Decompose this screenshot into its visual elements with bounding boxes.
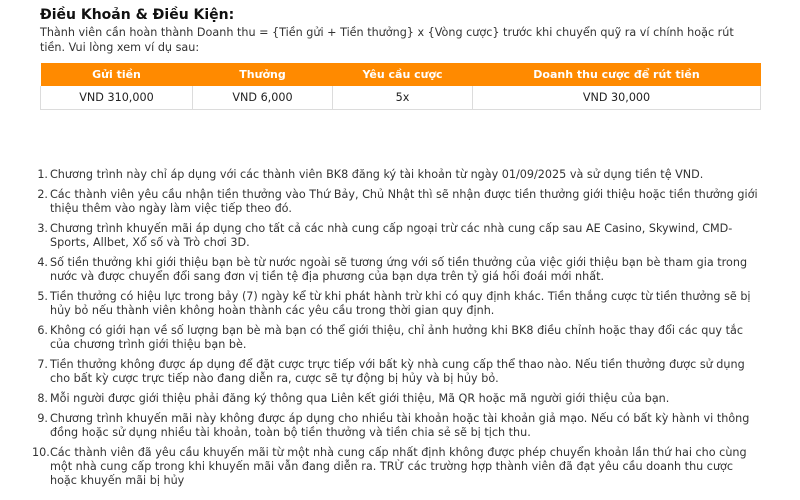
list-item-number: 9. [37, 412, 48, 425]
column-header-turnover-to-withdraw: Doanh thu cược để rút tiền [473, 63, 761, 86]
cell-deposit: VND 310,000 [41, 86, 193, 110]
list-item-text: Chương trình khuyến mãi này không được áp dụng cho nhiều tài khoản hoặc tài khoản giả mạo. Nếu có bất kỳ hành vi thông đồng hoặc sử dụng nhiều tài khoản, toàn bộ tiền thưởng và tiền chia sẻ sẽ bị tịch thu. [50, 412, 750, 439]
list-item [37, 290, 762, 318]
list-item-number: 8. [37, 392, 48, 405]
list-item [37, 324, 762, 352]
terms-title: Điều Khoản & Điều Kiện: [40, 7, 235, 23]
list-item-text: Số tiền thưởng khi giới thiệu bạn bè từ nước ngoài sẽ tương ứng với số tiền thưởng của việc giới thiệu bạn bè tham gia trong nước và được chuyển đổi sang đơn vị tiền tệ địa phương của bạn dựa trên tỷ giá hối đoái mới nhất. [50, 256, 748, 283]
list-item [32, 446, 762, 488]
list-item-number: 7. [37, 358, 48, 371]
list-item-text: Chương trình khuyến mãi áp dụng cho tất cả các nhà cung cấp ngoại trừ các nhà cung cấp sau AE Casino, Skywind, CMD- Sports, Allbet, Xổ số và Trò chơi 3D. [50, 222, 733, 249]
list-item-text: Tiền thưởng không được áp dụng để đặt cược trực tiếp với bất kỳ nhà cung cấp thể thao nào. Nếu tiền thưởng được sử dụng cho bất kỳ cược trực tiếp nào đang diễn ra, cược sẽ tự động bị hủy và bị hủy bỏ. [50, 358, 745, 385]
list-item-text: Tiền thưởng có hiệu lực trong bảy (7) ngày kể từ khi phát hành trừ khi có quy định khác. Tiền thắng cược từ tiền thưởng sẽ bị hủy bỏ nếu thành viên không hoàn thành các yêu cầu trong thời gian quy định. [50, 290, 751, 317]
list-item-number: 10. [32, 446, 50, 459]
list-item [37, 188, 762, 216]
list-item-number: 6. [37, 324, 48, 337]
list-item-text: Không có giới hạn về số lượng bạn bè mà bạn có thể giới thiệu, chỉ ảnh hưởng khi BK8 điều chỉnh hoặc thay đổi các quy tắc của chương trình giới thiệu bạn bè. [50, 324, 743, 351]
list-item-text: Chương trình này chỉ áp dụng với các thành viên BK8 đăng ký tài khoản từ ngày 01/09/2025 và sử dụng tiền tệ VND. [50, 168, 704, 181]
list-item [37, 358, 762, 386]
list-item-text: Các thành viên yêu cầu nhận tiền thưởng vào Thứ Bảy, Chủ Nhật thì sẽ nhận được tiền thưởng giới thiệu hoặc tiền thưởng giới thiệu thêm vào ngày làm việc tiếp theo đó. [50, 188, 758, 215]
list-item-text: Mỗi người được giới thiệu phải đăng ký thông qua Liên kết giới thiệu, Mã QR hoặc mã người giới thiệu của bạn. [50, 392, 670, 405]
cell-bonus: VND 6,000 [193, 86, 333, 110]
column-header-wager-requirement: Yêu cầu cược [333, 63, 473, 86]
list-item-number: 1. [37, 168, 48, 181]
list-item-number: 5. [37, 290, 48, 303]
terms-intro: Thành viên cần hoàn thành Doanh thu = {Tiền gửi + Tiền thưởng} x {Vòng cược} trước khi chuyển quỹ ra ví chính hoặc rút tiền. Vui lòng xem ví dụ sau: [40, 26, 734, 54]
cell-wager-requirement: 5x [333, 86, 473, 110]
list-item [37, 168, 762, 182]
turnover-example-table [40, 63, 761, 110]
list-item-number: 2. [37, 188, 48, 201]
table-header-row [41, 63, 761, 86]
cell-turnover-to-withdraw: VND 30,000 [473, 86, 761, 110]
list-item-number: 3. [37, 222, 48, 235]
column-header-bonus: Thưởng [193, 63, 333, 86]
list-item-text: Các thành viên đã yêu cầu khuyến mãi từ một nhà cung cấp nhất định không được phép chuyển khoản lần thứ hai cho cùng một nhà cung cấp trong khi khuyến mãi vẫn đang diễn ra. TRỪ các trường hợp thành viên đã đạt yêu cầu doanh thu cược hoặc khuyến mãi bị hủy [50, 446, 747, 487]
list-item [37, 392, 762, 406]
list-item [37, 256, 762, 284]
rules-list [32, 168, 762, 494]
table-row [41, 86, 761, 110]
list-item [37, 412, 762, 440]
list-item [37, 222, 762, 250]
list-item-number: 4. [37, 256, 48, 269]
column-header-deposit: Gửi tiền [41, 63, 193, 86]
